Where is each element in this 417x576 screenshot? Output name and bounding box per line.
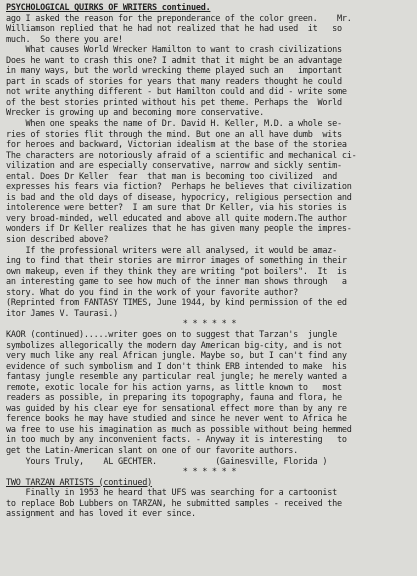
text-line: expresses his fears via fiction? Perhaps he believes that civilization xyxy=(6,182,352,193)
text-line: very much like any real African jungle. Maybe so, but I can't find any xyxy=(6,351,347,362)
text-line: to replace Bob Lubbers on TARZAN, he submitted samples - received the xyxy=(6,498,342,509)
section-divider: * * * * * * xyxy=(182,319,237,330)
text-line: get the Latin-American slant on one of our favorite authors. xyxy=(6,445,299,456)
text-line: Wrecker is growing up and becoming more conservative. xyxy=(6,108,264,119)
text-line: assignment and has loved it ever since. xyxy=(6,509,196,520)
text-line: KAOR (continued).....writer goes on to suggest that Tarzan's jungle xyxy=(6,329,337,340)
text-line: own makeup, even if they think they are writing "pot boilers". It is xyxy=(6,266,347,277)
text-line: itor James V. Taurasi.) xyxy=(6,308,118,319)
text-line: was guided by his clear eye for sensational effect more than by any re xyxy=(6,403,347,414)
text-line: in too much by any inconvenient facts. - Anyway it is interesting to xyxy=(6,435,347,446)
text-line: evidence of such symbolism and I don't think ERB intended to make his xyxy=(6,361,347,372)
text-line: Finally in 1953 he heard that UFS was searching for a cartoonist xyxy=(6,488,337,499)
text-line: intolerence were better? I am sure that Dr Keller, via his stories is xyxy=(6,203,347,214)
text-line: ental. Does Dr Keller fear that man is becoming too civilized and xyxy=(6,171,337,182)
text-line: of the best stories printed without his pet theme. Perhaps the World xyxy=(6,97,342,108)
text-line: symbolizes allegorically the modern day American big-city, and is not xyxy=(6,340,342,351)
text-line: wa free to use his imagination as much as possible without being hemmed xyxy=(6,424,352,435)
text-line: is bad and the old days of disease, hypocricy, religious persection and xyxy=(6,192,352,203)
text-line: ing to find that their stories are mirror images of something in their xyxy=(6,256,347,267)
text-line: ries of stories flit through the mind. But one an all have dumb wits xyxy=(6,129,342,140)
text-line: If the professional writers were all analysed, it would be amaz- xyxy=(6,245,337,256)
text-line: not write anything different - but Hamilton could and did - write some xyxy=(6,87,347,98)
article-heading: PSYCHOLOGICAL QUIRKS OF WRITERS continued. xyxy=(6,3,211,13)
section-heading: TWO TARZAN ARTISTS (continued) xyxy=(6,477,153,488)
text-line: in many ways, but the world wrecking theme played such an important xyxy=(6,66,342,77)
text-line: for heroes and backward, Victorian idealism at the base of the storiea xyxy=(6,140,347,151)
text-line: very broad-minded, well educated and above all quite modern.The author xyxy=(6,213,347,224)
text-line: readers as possible, in preparing its topography, fauna and flora, he xyxy=(6,393,342,404)
text-line: What causes World Wrecker Hamilton to want to crash civilizations xyxy=(6,45,342,56)
section-divider: * * * * * * xyxy=(182,467,237,478)
text-line: part in scads of stories for years that many readers thought he could xyxy=(6,76,342,87)
text-line: Does he want to crash this one? I admit that it might be an advantage xyxy=(6,55,342,66)
text-line: (Reprinted from FANTASY TIMES, June 1944, by kind permission of the ed xyxy=(6,298,347,309)
text-line: ference books he may have studied and since he never went to Africa he xyxy=(6,414,347,425)
text-line: vilization and are especially conservative, narrow and sickly sentim- xyxy=(6,161,342,172)
text-line: sion described above? xyxy=(6,235,109,246)
text-line: much. So there you are! xyxy=(6,34,123,45)
text-line: fantasy jungle resemble any particular real jungle; he merely wanted a xyxy=(6,372,347,383)
text-line: ago I asked the reason for the preponderance of the color green. Mr. xyxy=(6,13,352,24)
signature-line: Yours Truly, AL GECHTER. (Gainesville, Florida ) xyxy=(6,456,328,467)
text-line: an interesting game to see how much of the inner man shows through a xyxy=(6,277,347,288)
text-line: When one speaks the name of Dr. David H. Keller, M.D. a whole se- xyxy=(6,119,342,130)
text-line: The characters are notoriously afraid of a scientific and mechanical ci- xyxy=(6,150,357,161)
text-line: remote, exotic locale for his action yarns, as little known to most xyxy=(6,382,342,393)
text-line: Williamson replied that he had not realized that he had used it so xyxy=(6,24,342,35)
text-line: wonders if Dr Keller realizes that he has given many people the impres- xyxy=(6,224,352,235)
text-line: story. What do you find in the work of your favorite author? xyxy=(6,287,299,298)
